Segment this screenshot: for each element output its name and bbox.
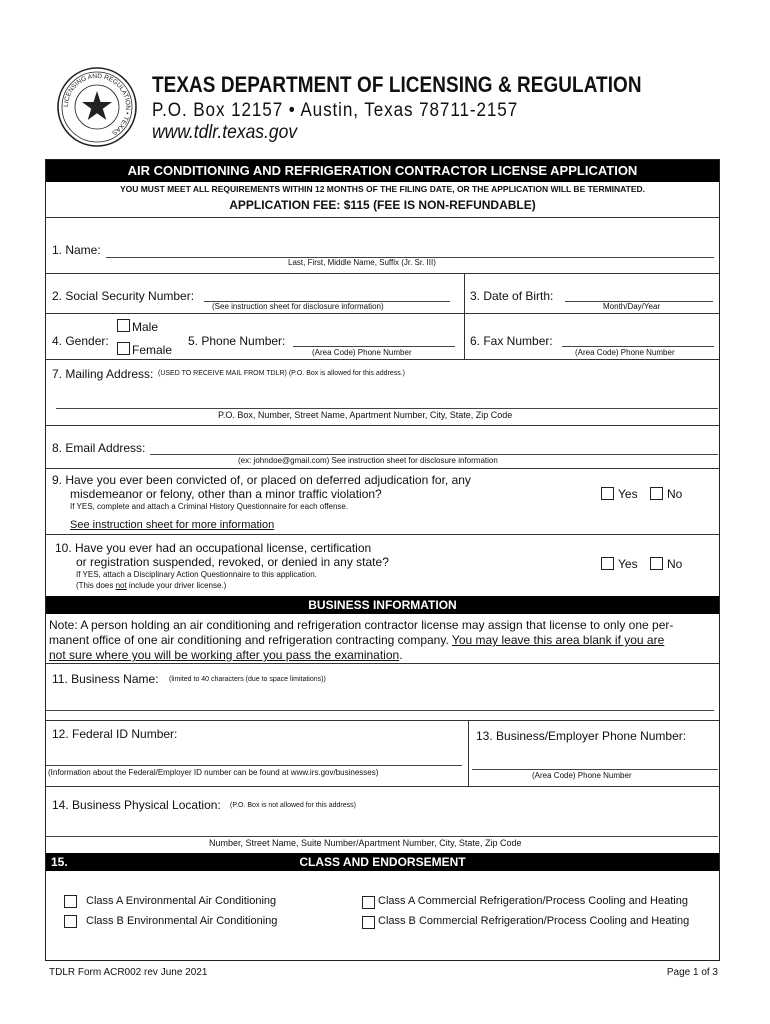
name-label: 1. Name: bbox=[52, 243, 101, 257]
business-location-label: 14. Business Physical Location: bbox=[52, 798, 221, 812]
business-name-input[interactable] bbox=[46, 710, 714, 711]
gender-male-checkbox[interactable] bbox=[117, 319, 130, 332]
business-name-label: 11. Business Name: bbox=[52, 672, 159, 686]
q9-line1: 9. Have you ever been convicted of, or placed on deferred adjudication for, any bbox=[52, 473, 471, 487]
business-phone-input[interactable] bbox=[472, 769, 718, 770]
business-note-line1: Note: A person holding an air conditioning and refrigeration contractor license may assign that license to only one per- bbox=[49, 618, 674, 632]
q10-note1: If YES, attach a Disciplinary Action Questionnaire to this application. bbox=[76, 570, 317, 579]
ssn-hint: (See instruction sheet for disclosure information) bbox=[212, 302, 384, 311]
ssn-label: 2. Social Security Number: bbox=[52, 289, 195, 303]
q10-yes-label: Yes bbox=[618, 557, 638, 571]
name-hint: Last, First, Middle Name, Suffix (Jr. Sr. III) bbox=[288, 258, 436, 267]
business-location-note: (P.O. Box is not allowed for this address) bbox=[230, 802, 356, 809]
phone-hint: (Area Code) Phone Number bbox=[312, 348, 412, 357]
federal-id-hint: (Information about the Federal/Employer ID number can be found at www.irs.gov/businesses) bbox=[48, 768, 379, 777]
email-label: 8. Email Address: bbox=[52, 441, 146, 455]
q10-no-checkbox[interactable] bbox=[650, 557, 663, 570]
class-b-commercial-refrigeration-checkbox[interactable] bbox=[362, 916, 375, 929]
q9-no-label: No bbox=[667, 487, 683, 501]
business-location-input[interactable] bbox=[46, 836, 718, 837]
q9-note: If YES, complete and attach a Criminal History Questionnaire for each offense. bbox=[70, 502, 349, 511]
q9-instruction-link[interactable]: See instruction sheet for more information bbox=[70, 519, 275, 531]
class-a-commercial-refrigeration-label: Class A Commercial Refrigeration/Process Cooling and Heating bbox=[378, 895, 688, 907]
requirement-note: YOU MUST MEET ALL REQUIREMENTS WITHIN 12 MONTHS OF THE FILING DATE, OR THE APPLICATION WILL BE TERMINATED. bbox=[119, 184, 646, 194]
phone-input[interactable] bbox=[293, 346, 455, 347]
federal-id-label: 12. Federal ID Number: bbox=[52, 727, 178, 741]
business-location-hint: Number, Street Name, Suite Number/Apartment Number, City, State, Zip Code bbox=[209, 838, 522, 848]
business-phone-label: 13. Business/Employer Phone Number: bbox=[476, 729, 687, 743]
gender-label: 4. Gender: bbox=[52, 334, 109, 348]
page-number: Page 1 of 3 bbox=[666, 967, 718, 978]
email-input[interactable] bbox=[150, 454, 718, 455]
gender-male-label: Male bbox=[132, 320, 159, 334]
business-note-line3: not sure where you will be working after you pass the examination. bbox=[49, 648, 403, 662]
q9-no-checkbox[interactable] bbox=[650, 487, 663, 500]
application-fee: APPLICATION FEE: $115 (FEE IS NON-REFUNDABLE) bbox=[229, 198, 536, 212]
fax-label: 6. Fax Number: bbox=[470, 334, 553, 348]
class-a-env-ac-label: Class A Environmental Air Conditioning bbox=[86, 895, 277, 907]
form-id: TDLR Form ACR002 rev June 2021 bbox=[49, 967, 208, 978]
dob-hint: Month/Day/Year bbox=[603, 302, 661, 311]
q10-line2: or registration suspended, revoked, or denied in any state? bbox=[76, 555, 389, 569]
class-b-env-ac-checkbox[interactable] bbox=[64, 915, 77, 928]
phone-label: 5. Phone Number: bbox=[188, 334, 286, 348]
mailing-address-label: 7. Mailing Address: bbox=[52, 367, 154, 381]
mailing-address-note: (USED TO RECEIVE MAIL FROM TDLR) (P.O. Box is allowed for this address.) bbox=[158, 370, 406, 377]
class-b-env-ac-label: Class B Environmental Air Conditioning bbox=[86, 915, 278, 927]
q10-line1: 10. Have you ever had an occupational license, certification bbox=[55, 541, 372, 555]
agency-address: P.O. Box 12157 • Austin, Texas 78711-2157 bbox=[152, 100, 519, 121]
application-form bbox=[45, 159, 720, 961]
q10-yes-checkbox[interactable] bbox=[601, 557, 614, 570]
dob-label: 3. Date of Birth: bbox=[470, 289, 554, 303]
federal-id-input[interactable] bbox=[46, 765, 462, 766]
agency-name: TEXAS DEPARTMENT OF LICENSING & REGULATION bbox=[152, 72, 642, 97]
class-endorsement-header bbox=[46, 853, 719, 871]
form-title: AIR CONDITIONING AND REFRIGERATION CONTRACTOR LICENSE APPLICATION bbox=[46, 160, 719, 182]
email-hint: (ex: johndoe@gmail.com) See instruction sheet for disclosure information bbox=[238, 456, 498, 465]
gender-female-label: Female bbox=[132, 343, 173, 357]
section-15-number: 15. bbox=[51, 855, 68, 869]
agency-website: www.tdlr.texas.gov bbox=[152, 122, 298, 143]
gender-female-checkbox[interactable] bbox=[117, 342, 130, 355]
class-endorsement-title: CLASS AND ENDORSEMENT bbox=[299, 855, 466, 869]
mailing-address-input[interactable] bbox=[56, 408, 718, 409]
class-a-commercial-refrigeration-checkbox[interactable] bbox=[362, 896, 375, 909]
business-note-line2: manent office of one air conditioning and refrigeration contracting company. You may leave this area blank if you are bbox=[49, 633, 665, 647]
q10-no-label: No bbox=[667, 557, 683, 571]
agency-header bbox=[152, 72, 721, 144]
q9-yes-label: Yes bbox=[618, 487, 638, 501]
mailing-address-hint: P.O. Box, Number, Street Name, Apartment Number, City, State, Zip Code bbox=[218, 410, 513, 420]
business-information-header: BUSINESS INFORMATION bbox=[46, 596, 719, 614]
q10-note2: (This does not include your driver license.) bbox=[76, 581, 227, 590]
svg-text:LICENSING AND REGULATION • TEX: LICENSING AND REGULATION • TEXAS bbox=[62, 72, 132, 137]
fax-hint: (Area Code) Phone Number bbox=[575, 348, 675, 357]
business-phone-hint: (Area Code) Phone Number bbox=[532, 771, 632, 780]
class-a-env-ac-checkbox[interactable] bbox=[64, 895, 77, 908]
q9-line2: misdemeanor or felony, other than a minor traffic violation? bbox=[70, 487, 382, 501]
class-b-commercial-refrigeration-label: Class B Commercial Refrigeration/Process Cooling and Heating bbox=[378, 915, 690, 927]
business-name-note: (limited to 40 characters (due to space limitations)) bbox=[169, 676, 326, 683]
q9-yes-checkbox[interactable] bbox=[601, 487, 614, 500]
tdlr-seal-logo bbox=[56, 66, 138, 148]
fax-input[interactable] bbox=[562, 346, 714, 347]
